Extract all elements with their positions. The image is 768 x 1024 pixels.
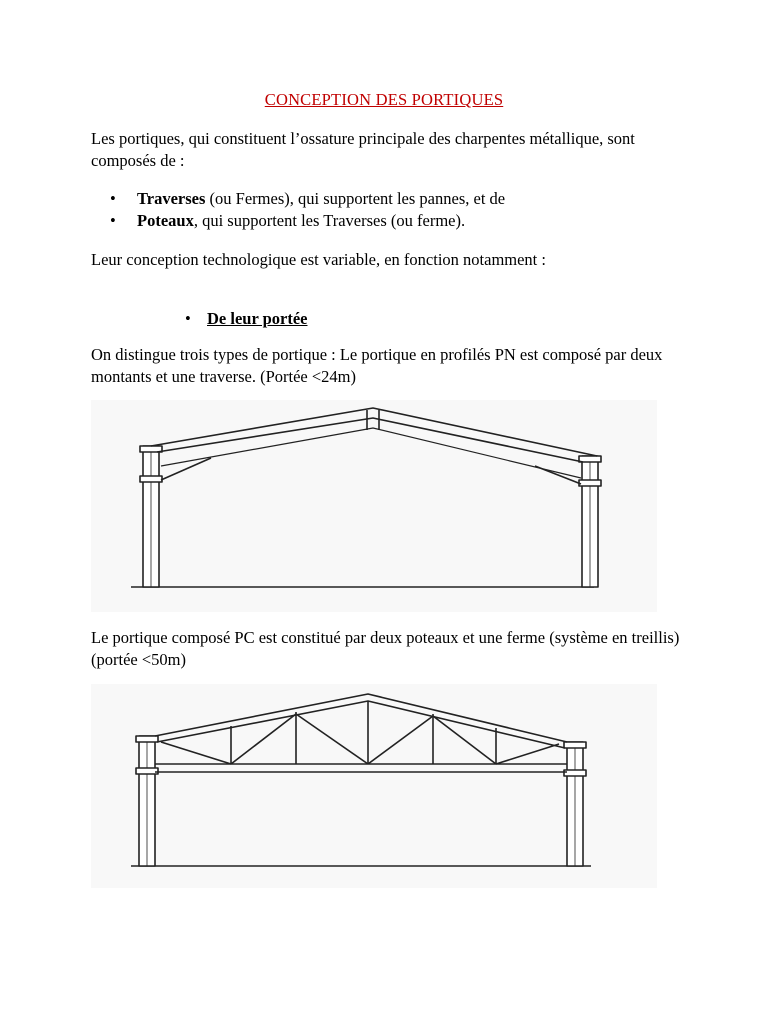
page-title: CONCEPTION DES PORTIQUES: [264, 90, 504, 109]
term-poteaux: Poteaux: [137, 211, 194, 230]
portique-pn-drawing: [91, 400, 657, 612]
conception-paragraph: Leur conception technologique est variable, en fonction notamment :: [91, 250, 546, 269]
desc-poteaux: , qui supportent les Traverses (ou ferme).: [193, 211, 466, 230]
pc-paragraph: Le portique composé PC est constitué par deux poteaux et une ferme (système en treillis) (portée <50m): [91, 628, 680, 669]
subheading: [185, 308, 308, 330]
figure-portique-pn: [91, 400, 657, 612]
bullet-icon: •: [185, 309, 191, 328]
subheading-label: De leur portée: [207, 309, 308, 328]
desc-traverses: (ou Fermes), qui supportent les pannes, et de: [205, 189, 506, 208]
list-item-poteaux: [110, 210, 505, 232]
pn-paragraph: On distingue trois types de portique : Le portique en profilés PN est composé par deux montants et une traverse. (Portée <24m): [91, 345, 663, 386]
portique-pc-drawing: [91, 684, 657, 888]
intro-paragraph: Les portiques, qui constituent l’ossature principale des charpentes métallique, sont composés de :: [91, 129, 635, 170]
term-traverses: Traverses: [137, 189, 206, 208]
figure-portique-pc: [91, 684, 657, 888]
component-list: [110, 188, 505, 232]
list-item-traverses: [110, 188, 505, 210]
